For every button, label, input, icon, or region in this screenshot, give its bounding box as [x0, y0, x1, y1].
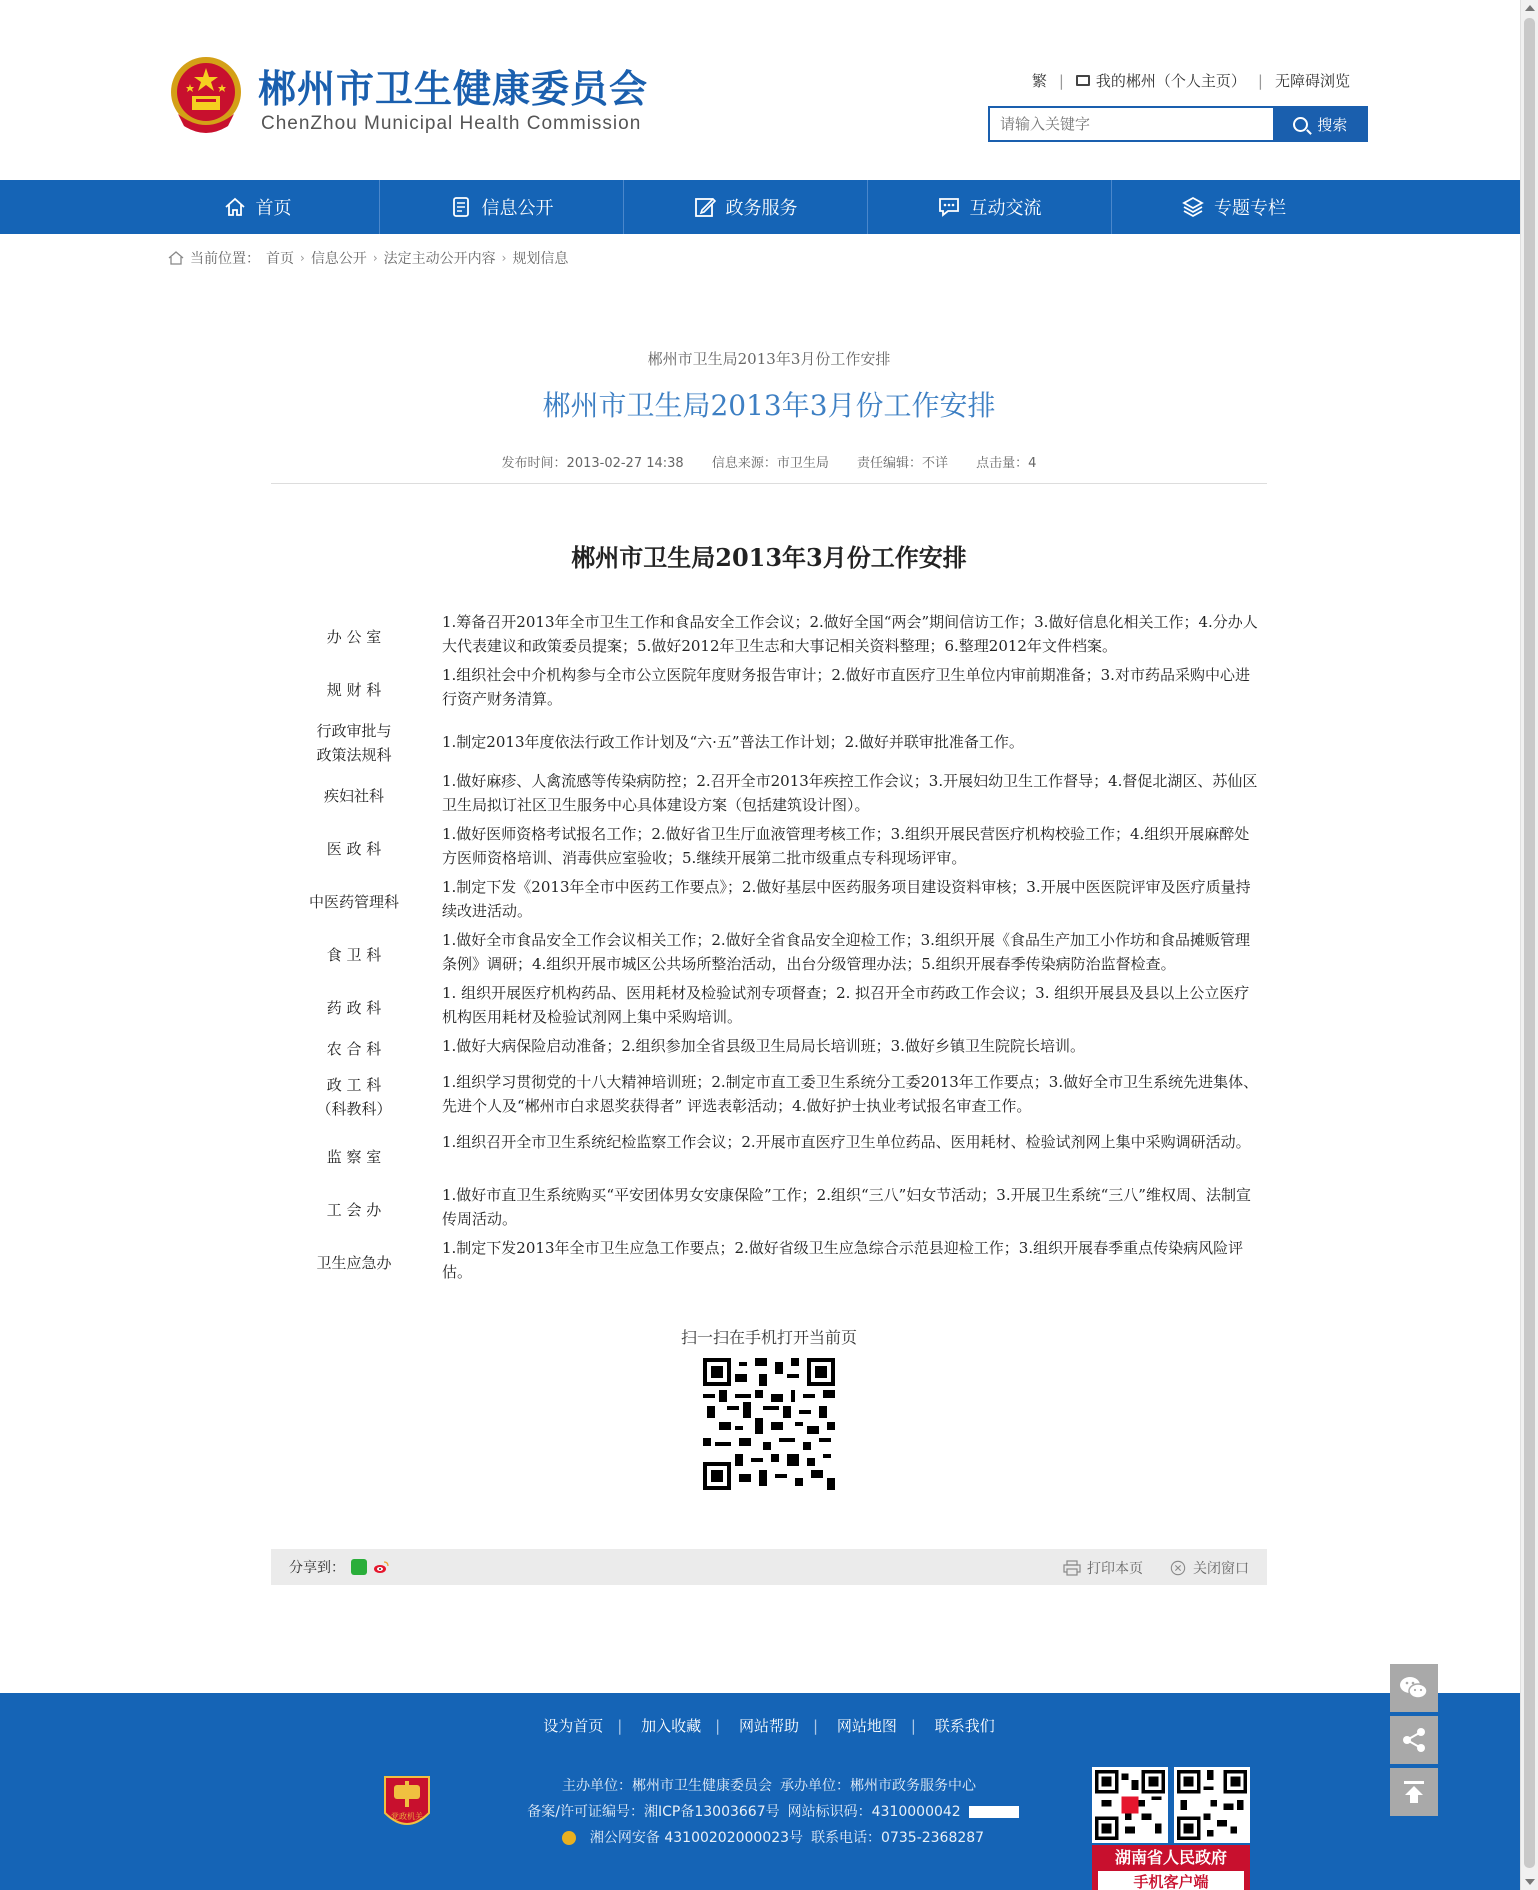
table-row [280, 981, 1270, 1034]
dept-tasks: 1.做好市直卫生系统购买“平安团体男女安康保险”工作；2.组织“三八”妇女节活动；3.开展卫生系统“三八”维权周、法制宣传周活动。 [442, 1186, 1251, 1228]
site-code: 网站标识码：4310000042 [787, 1804, 961, 1820]
footer-info [0, 1773, 1538, 1851]
wechat-share-icon[interactable] [351, 1559, 367, 1575]
dept-name: 行政审批与 政策法规科 [316, 721, 392, 764]
dept-name: 农 合 科 [326, 1040, 382, 1058]
share-label: 分享到： [289, 1560, 345, 1576]
work-plan-table [280, 610, 1270, 1289]
info-source: 信息来源：市卫生局 [711, 456, 829, 471]
dept-name: 政 工 科 （科教科） [316, 1076, 392, 1118]
table-row [280, 1236, 1270, 1289]
scroll-up-arrow-icon[interactable] [1525, 5, 1535, 11]
divider: | [1257, 71, 1263, 90]
dept-name: 中医药管理科 [308, 892, 399, 911]
national-emblem-icon [168, 54, 244, 134]
wechat-qr-code-icon [1092, 1767, 1168, 1843]
back-to-top-icon [1401, 1779, 1427, 1805]
footer-link-contact[interactable]: 联系我们 [934, 1717, 995, 1735]
dept-name: 办 公 室 [326, 627, 382, 646]
top-links [1032, 70, 1350, 91]
table-row [280, 610, 1270, 663]
dept-tasks: 1.组织召开全市卫生系统纪检监察工作会议；2.开展市直医疗卫生单位药品、医用耗材、检验试剂网上集中采购调研活动。 [442, 1133, 1251, 1151]
divider: | [1058, 71, 1064, 90]
undertaker-unit: 承办单位：郴州市政务服务中心 [780, 1778, 976, 1794]
contact-phone: 联系电话：0735-2368287 [811, 1830, 985, 1846]
app-qr-code-icon [1174, 1767, 1250, 1843]
close-label: 关闭窗口 [1193, 1561, 1249, 1577]
click-count: 点击量：4 [976, 456, 1037, 471]
table-row [280, 822, 1270, 875]
breadcrumb-item-info-disclosure[interactable]: 信息公开 [310, 251, 367, 267]
police-badge-icon [562, 1831, 576, 1845]
dept-name: 疾妇社科 [323, 786, 384, 805]
breadcrumb-item-statutory[interactable]: 法定主动公开内容 [383, 251, 496, 267]
weibo-share-icon[interactable] [373, 1559, 389, 1575]
footer-link-add-favorite[interactable]: 加入收藏 [641, 1717, 702, 1735]
wechat-icon [1399, 1675, 1429, 1701]
nav-item-special-topics[interactable] [1112, 180, 1356, 234]
table-row [280, 928, 1270, 981]
print-label: 打印本页 [1087, 1561, 1143, 1577]
search-button-label: 搜索 [1317, 115, 1348, 134]
nav-item-label: 政务服务 [725, 198, 798, 219]
edit-icon [694, 196, 716, 218]
site-title: 郴州市卫生健康委员会 [258, 67, 649, 111]
article-title: 郴州市卫生局2013年3月份工作安排 [542, 389, 996, 422]
svg-text:党政机关: 党政机关 [391, 1812, 423, 1821]
police-record[interactable]: 湘公网安备 43100202000023号 [589, 1830, 804, 1846]
footer-link-help[interactable]: 网站帮助 [738, 1717, 799, 1735]
dept-tasks: 1.制定下发2013年全市卫生应急工作要点；2.做好省级卫生应急综合示范县迎检工作；3.组织开展春季重点传染病风险评估。 [442, 1239, 1244, 1281]
table-row [280, 1034, 1270, 1064]
app-subtitle: 手机客户端 [1098, 1871, 1244, 1890]
close-icon [1169, 1560, 1187, 1576]
chat-icon [938, 196, 960, 218]
search-box [988, 106, 1368, 142]
table-row [280, 716, 1270, 769]
scroll-down-arrow-icon[interactable] [1525, 1879, 1535, 1885]
footer-link-set-homepage[interactable]: 设为首页 [543, 1717, 604, 1735]
site-code-badge-icon [969, 1806, 1019, 1818]
table-row [280, 769, 1270, 822]
share-float-button[interactable] [1390, 1716, 1438, 1764]
dept-tasks: 1.做好医师资格考试报名工作；2.做好省卫生厅血液管理考核工作；3.组织开展民营医疗机构校验工作；4.组织开展麻醉处方医师资格培训、消毒供应室验收；5.继续开展第二批市级重点专科现场评审。 [442, 825, 1250, 867]
home-icon [168, 250, 184, 266]
app-title: 湖南省人民政府 [1114, 1848, 1227, 1867]
dept-tasks: 1.做好全市食品安全工作会议相关工作；2.做好全省食品安全迎检工作；3.组织开展《食品生产加工小作坊和食品摊贩管理条例》调研；4.组织开展市城区公共场所整治活动，出台分级管理办法；5.组织开展春季传染病防治监督检查。 [442, 931, 1250, 973]
dept-name: 监 察 室 [326, 1147, 382, 1166]
breadcrumb-item-planning[interactable]: 规划信息 [512, 251, 569, 267]
article-subtitle: 郴州市卫生局2013年3月份工作安排 [647, 350, 891, 368]
dept-tasks: 1. 组织开展医疗机构药品、医用耗材及检验试剂专项督查；2. 拟召开全市药政工作会议；3. 组织开展县及县以上公立医疗机构医用耗材及检验试剂网上集中采购培训。 [442, 984, 1250, 1026]
footer-links: 设为首页 | 加入收藏 | 网站帮助 | 网站地图 | 联系我们 [543, 1717, 995, 1735]
dept-name: 食 卫 科 [326, 945, 382, 964]
dept-tasks: 1.组织社会中介机构参与全市公立医院年度财务报告审计；2.做好市直医疗卫生单位内审前期准备；3.对市药品采购中心进行资产财务清算。 [442, 666, 1250, 708]
table-row [280, 1183, 1270, 1236]
site-header [0, 0, 1520, 180]
nav-item-label: 信息公开 [481, 198, 554, 219]
back-to-top-button[interactable] [1390, 1768, 1438, 1816]
dept-tasks: 1.做好麻疹、人禽流感等传染病防控；2.召开全市2013年疾控工作会议；3.开展妇幼卫生工作督导；4.督促北湖区、苏仙区卫生局拟订社区卫生服务中心具体建设方案（包括建筑设计图）。 [442, 772, 1258, 814]
breadcrumb-label: 当前位置： [190, 251, 260, 267]
host-unit: 主办单位：郴州市卫生健康委员会 [562, 1778, 772, 1794]
my-chenzhou-link[interactable]: 我的郴州（个人主页） [1095, 72, 1246, 90]
dept-tasks: 1.做好大病保险启动准备；2.组织参加全省县级卫生局局长培训班；3.做好乡镇卫生院院长培训。 [442, 1037, 1085, 1055]
article-meta [0, 452, 1538, 471]
dept-name: 医 政 科 [326, 839, 382, 858]
divider [271, 483, 1267, 484]
icp-number[interactable]: 备案/许可证编号：湘ICP备13003667号 [527, 1804, 780, 1820]
breadcrumb-item-home[interactable]: 首页 [266, 251, 294, 267]
home-icon [224, 196, 246, 218]
search-input[interactable] [988, 106, 1273, 142]
nav-item-gov-service[interactable] [624, 180, 868, 234]
computer-icon [1076, 75, 1090, 86]
responsible-editor: 责任编辑：不详 [857, 456, 949, 471]
accessible-browse-link[interactable]: 无障碍浏览 [1274, 72, 1350, 90]
qr-label: 扫一扫在手机打开当前页 [680, 1328, 857, 1347]
search-icon [1293, 117, 1308, 132]
body-title: 郴州市卫生局2013年3月份工作安排 [571, 543, 967, 572]
breadcrumb-separator: › [372, 251, 378, 265]
table-row [280, 1064, 1270, 1130]
breadcrumb [168, 248, 568, 268]
nav-item-interaction[interactable] [868, 180, 1112, 234]
footer-link-sitemap[interactable]: 网站地图 [836, 1717, 897, 1735]
nav-item-home[interactable] [136, 180, 380, 234]
nav-item-label: 互动交流 [969, 198, 1042, 219]
hunan-gov-app-banner[interactable] [1092, 1845, 1250, 1890]
main-nav [0, 180, 1520, 234]
share-icon [1401, 1727, 1427, 1753]
layers-icon [1182, 196, 1204, 218]
table-row [280, 1130, 1270, 1183]
dept-tasks: 1.制定2013年度依法行政工作计划及“六·五”普法工作计划；2.做好并联审批准备工作。 [442, 733, 1024, 751]
breadcrumb-separator: › [300, 251, 305, 265]
site-subtitle: ChenZhou Municipal Health Commission [261, 113, 642, 134]
close-window-button[interactable] [1169, 1558, 1249, 1578]
printer-icon [1063, 1560, 1081, 1576]
traditional-chinese-link[interactable]: 繁 [1031, 72, 1047, 90]
vertical-scrollbar[interactable] [1520, 0, 1538, 1890]
table-row [280, 875, 1270, 928]
dept-tasks: 1.组织学习贯彻党的十八大精神培训班；2.制定市直工委卫生系统分工委2013年工作要点；3.做好全市卫生系统先进集体、先进个人及“郴州市白求恩奖获得者” 评选表彰活动；4.做好护士执业考试报名审查工作。 [442, 1073, 1259, 1115]
dept-name: 规 财 科 [326, 680, 382, 699]
publish-date: 发布时间：2013-02-27 14:38 [501, 456, 684, 471]
qr-code-icon [703, 1358, 835, 1490]
nav-item-label: 专题专栏 [1214, 198, 1286, 219]
breadcrumb-separator: › [501, 251, 507, 265]
site-footer [0, 1693, 1520, 1890]
dept-tasks: 1.筹备召开2013年全市卫生工作和食品安全工作会议；2.做好全国“两会”期间信访工作；3.做好信息化相关工作；4.分办人大代表建议和政策委员提案；5.做好2012年卫生志和大事记相关资料整理；6.整理2012年文件档案。 [442, 613, 1258, 655]
document-icon [450, 196, 472, 218]
dept-tasks: 1.制定下发《2013年全市中医药工作要点》；2.做好基层中医药服务项目建设资料审核；3.开展中医医院评审及医疗质量持续改进活动。 [442, 878, 1251, 920]
scrollbar-thumb[interactable] [1524, 18, 1535, 1868]
table-row [280, 663, 1270, 716]
print-button[interactable] [1063, 1558, 1143, 1578]
nav-item-label: 首页 [255, 198, 292, 219]
share-bar [271, 1549, 1267, 1585]
dept-name: 药 政 科 [326, 998, 382, 1017]
wechat-float-button[interactable] [1390, 1664, 1438, 1712]
search-button[interactable] [1273, 106, 1368, 142]
dept-name: 工 会 办 [326, 1200, 382, 1219]
nav-item-info-disclosure[interactable] [380, 180, 624, 234]
dept-name: 卫生应急办 [316, 1253, 392, 1272]
